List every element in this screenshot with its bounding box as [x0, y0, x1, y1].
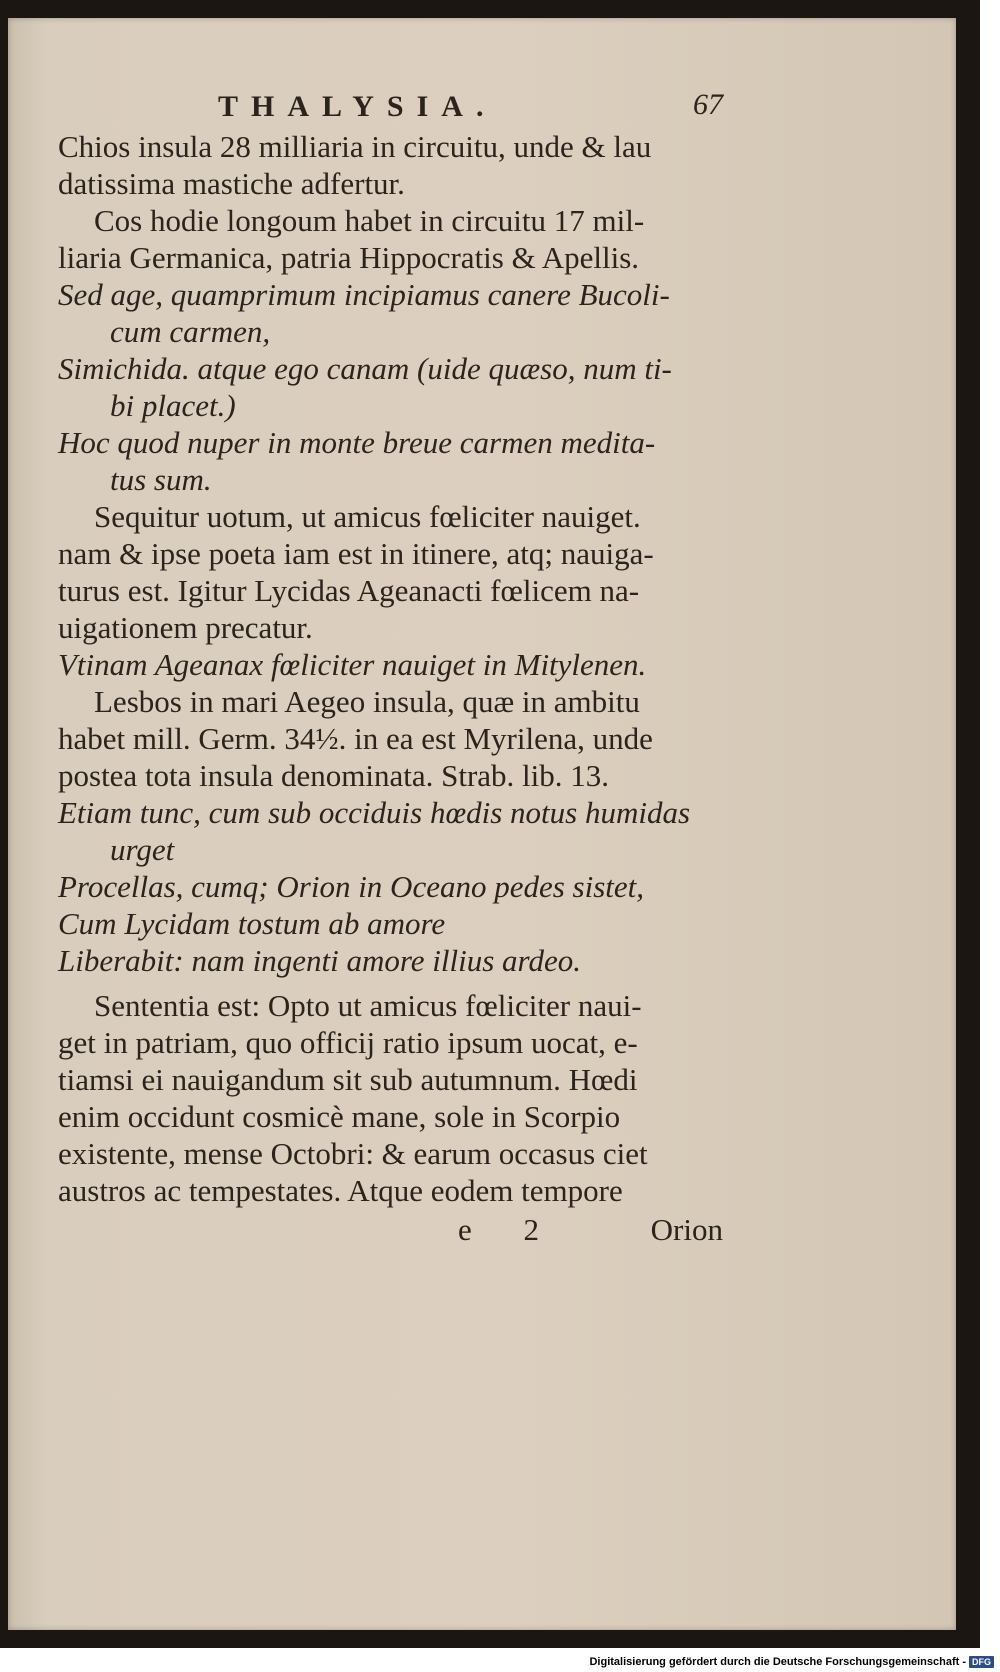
verse-line: Sed age, quamprimum incipiamus canere Bucoli-	[58, 277, 670, 312]
verse-line: Hoc quod nuper in monte breue carmen medita-	[58, 425, 656, 460]
text-line: Chios insula 28 milliaria in circuitu, unde & lau	[58, 129, 652, 164]
text-line: austros ac tempestates. Atque eodem tempore	[58, 1173, 623, 1208]
running-head: THALYSIA.	[218, 90, 497, 123]
page-footer	[58, 1211, 723, 1248]
text-line: datissima mastiche adfertur.	[58, 166, 405, 201]
text-line: existente, mense Octobri: & earum occasus ciet	[58, 1136, 648, 1171]
page-text	[58, 88, 723, 1248]
verse-line: Simichida. atque ego canam (uide quæso, num ti-	[58, 351, 672, 386]
page-number: 67	[693, 88, 723, 121]
text-line: turus est. Igitur Lycidas Ageanacti fœlicem na-	[58, 573, 640, 608]
text-line: Cos hodie longoum habet in circuitu 17 mil-	[94, 203, 645, 238]
verse-line: bi placet.)	[110, 388, 236, 423]
verse-line: Etiam tunc, cum sub occiduis hœdis notus humidas	[58, 795, 691, 830]
verse-line: cum carmen,	[110, 314, 271, 349]
text-line: Sententia est: Opto ut amicus fœliciter naui-	[94, 988, 642, 1023]
verse-line: urget	[110, 832, 175, 867]
verse-line: tus sum.	[110, 462, 212, 497]
paragraph-gap	[58, 979, 723, 987]
book-page	[8, 18, 956, 1630]
text-line: nam & ipse poeta iam est in itinere, atq; nauiga-	[58, 536, 654, 571]
text-line: liaria Germanica, patria Hippocratis & Apellis.	[58, 240, 640, 275]
verse-line: Liberabit: nam ingenti amore illius ardeo.	[58, 943, 581, 978]
text-line: Lesbos in mari Aegeo insula, quæ in ambitu	[94, 684, 640, 719]
page-header	[58, 88, 723, 128]
text-line: get in patriam, quo officij ratio ipsum uocat, e-	[58, 1025, 638, 1060]
verse-line: Cum Lycidam tostum ab amore	[58, 906, 446, 941]
credit-text: Digitalisierung gefördert durch die Deutsche Forschungsgemeinschaft -	[589, 1656, 966, 1668]
text-line: postea tota insula denominata. Strab. lib. 13.	[58, 758, 610, 793]
text-line: Sequitur uotum, ut amicus fœliciter nauiget.	[94, 499, 641, 534]
text-line: uigationem precatur.	[58, 610, 313, 645]
text-line: enim occidunt cosmicè mane, sole in Scorpio	[58, 1099, 621, 1134]
text-line: tiamsi ei nauigandum sit sub autumnum. Hœdi	[58, 1062, 638, 1097]
dfg-logo-icon: DFG	[969, 1656, 994, 1668]
verse-line: Vtinam Ageanax fœliciter nauiget in Mitylenen.	[58, 647, 647, 682]
verse-line: Procellas, cumq; Orion in Oceano pedes sistet,	[58, 869, 645, 904]
text-line: habet mill. Germ. 34½. in ea est Myrilena, unde	[58, 721, 653, 756]
signature-mark: e 2	[458, 1212, 562, 1247]
digitization-credit	[589, 1656, 994, 1668]
catchword: Orion	[650, 1212, 723, 1247]
